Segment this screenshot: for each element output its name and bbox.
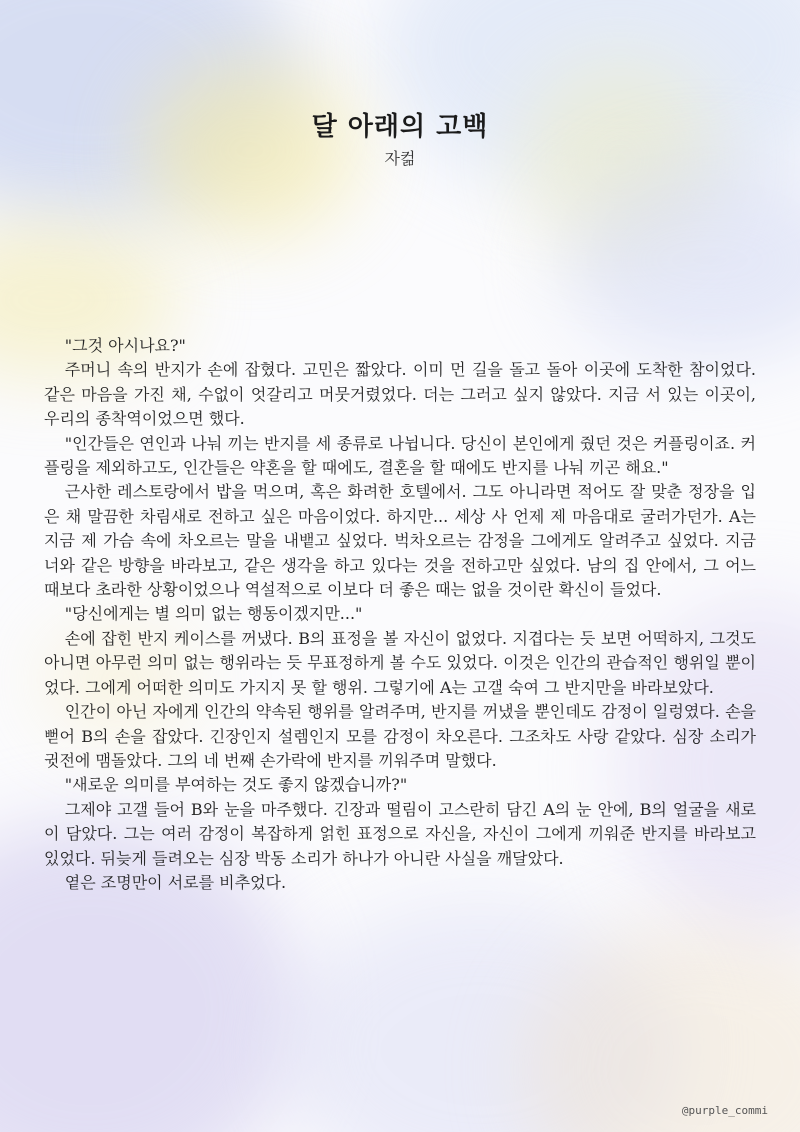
paragraph: 옅은 조명만이 서로를 비추었다. [64, 872, 287, 892]
paragraph: 그제야 고갤 들어 B와 눈을 마주했다. 긴장과 떨림이 고스란히 담긴 A의 눈 안에, B의 얼굴을 새로이 담았다. 그는 여러 감정이 복잡하게 얽힌 표정으로 자신을, 자신이 그에게 끼워준 반지를 바라보고 있었다. 뒤늦게 들려오는 심장 박동 소리가 하나가 아니란 사실을 깨달았다. [44, 799, 756, 868]
creator-handle: @purple_commi [681, 1104, 768, 1117]
paragraph: "그것 아시나요?" [64, 336, 186, 355]
paragraph: 인간이 아닌 자에게 인간의 약속된 행위를 알려주며, 반지를 꺼냈을 뿐인데도 감정이 일렁였다. 손을 뻗어 B의 손을 잡았다. 긴장인지 설렘인지 모를 감정이 차오른다. 그조차도 사랑 같았다. 심장 소리가 귓전에 맴돌았다. 그의 네 번째 손가락에 반지를 끼워주며 말했다. [44, 702, 756, 770]
paragraph: 근사한 레스토랑에서 밥을 먹으며, 혹은 화려한 호텔에서. 그도 아니라면 적어도 잘 맞춘 정장을 입은 채 말끔한 차림새로 전하고 싶은 마음이었다. 하지만... 세상 사 언제 제 마음대로 굴러가던가. A는 지금 제 가슴 속에 차오르는 말을 내뱉고 싶었다. 벅차오르는 감정을 그에게도 알려주고 싶었다. 지금 너와 같은 방향을 바라보고, 같은 생각을 하고 있다는 것을 전하고만 싶었다. 남의 집 안에서, 그 어느 때보다 초라한 상황이었으나 역설적으로 이보다 더 좋은 때는 없을 것이란 확신이 들었다. [44, 482, 756, 600]
paragraph: "새로운 의미를 부여하는 것도 좋지 않겠습니까?" [64, 775, 408, 795]
story-body [44, 334, 756, 895]
paragraph: 손에 잡힌 반지 케이스를 꺼냈다. B의 표정을 볼 자신이 없었다. 지겹다는 듯 보면 어떡하지, 그것도 아니면 아무런 의미 없는 행위라는 듯 무표정하게 볼 수도 있었다. 이것은 인간의 관습적인 행위일 뿐이었다. 그에게 어떠한 의미도 가지지 못 할 행위. 그렇기에 A는 고갤 숙여 그 반지만을 바라보았다. [44, 628, 756, 697]
paragraph: "인간들은 연인과 나눠 끼는 반지를 세 종류로 나뉩니다. 당신이 본인에게 줬던 것은 커플링이죠. 커플링을 제외하고도, 인간들은 약혼을 할 때에도, 결혼을 할 때에도 반지를 나눠 끼곤 해요." [44, 433, 756, 478]
story-title: 달 아래의 고백 [311, 112, 489, 142]
paragraph: "당신에게는 별 의미 없는 행동이겠지만..." [64, 604, 363, 624]
author-name: 자컮 [384, 149, 416, 168]
paragraph: 주머니 속의 반지가 손에 잡혔다. 고민은 짧았다. 이미 먼 길을 돌고 돌아 이곳에 도착한 참이었다. 같은 마음을 가진 채, 수없이 엇갈리고 머뭇거렸었다. 더는 그러고 싶지 않았다. 지금 서 있는 이곳이, 우리의 종착역이었으면 했다. [44, 360, 756, 429]
